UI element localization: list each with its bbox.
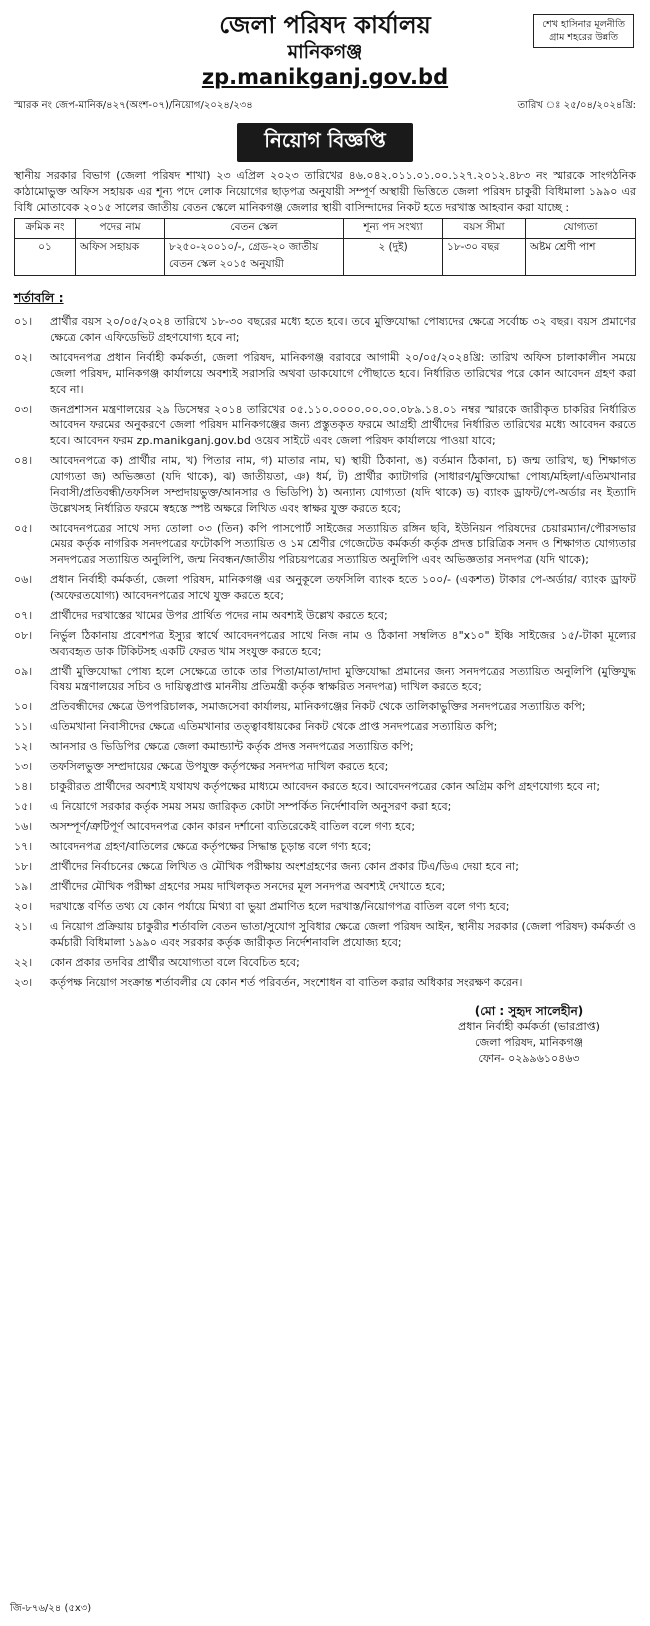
condition-text: কোন প্রকার তদবির প্রার্থীর অযোগ্যতা বলে বিবেচিত হবে; <box>50 956 300 970</box>
condition-text: প্রার্থীদের নির্বাচনের ক্ষেত্রে লিখিত ও মৌখিক পরীক্ষায় অংশগ্রহণের জন্য কোন প্রকার টিএ/ডিএ দেয়া হবে না; <box>50 860 519 874</box>
col-vacancy: শূন্য পদ সংখ্যা <box>344 219 443 239</box>
table-header-row <box>15 219 636 239</box>
condition-item <box>14 739 636 755</box>
condition-number: ০৯। <box>14 664 33 678</box>
signatory-office: জেলা পরিষদ, মানিকগঞ্জ <box>474 1035 583 1049</box>
condition-item <box>14 899 636 915</box>
signature-block <box>414 1003 644 1067</box>
condition-item <box>14 628 636 660</box>
condition-text: আনসার ও ভিডিপির ক্ষেত্রে জেলা কমান্ড্যান্ট কর্তৃক প্রদত্ত সনদপত্রের সত্যায়িত কপি; <box>50 740 414 754</box>
condition-item <box>14 350 636 397</box>
conditions-list <box>14 314 636 991</box>
website-link[interactable]: zp.manikganj.gov.bd <box>201 65 449 89</box>
condition-item <box>14 664 636 696</box>
condition-number: ১৭। <box>14 840 33 854</box>
condition-text: প্রার্থীর বয়স ২০/০৫/২০২৪ তারিখে ১৮-৩০ বছরের মধ্যে হতে হবে। তবে মুক্তিযোদ্ধা পোষ্যদের ক্ষেত্রে সর্বোচ্চ ৩২ বছর। বয়স প্রমাণের ক্ষেত্রে কোন এফিডেভিট গ্রহণযোগ্য হবে না; <box>50 315 636 344</box>
terms-title: শর্তাবলি : <box>14 290 64 305</box>
notice-title: নিয়োগ বিজ্ঞপ্তি <box>237 123 413 162</box>
condition-item <box>14 819 636 835</box>
condition-item <box>14 975 636 991</box>
condition-item <box>14 608 636 624</box>
condition-item <box>14 521 636 568</box>
slogan-line-2: গ্রাম শহরের উন্নতি <box>549 32 618 43</box>
condition-item <box>14 799 636 815</box>
signatory-name: (মো : সুহৃদ সালেহীন) <box>474 1003 584 1018</box>
district-name: মানিকগঞ্জ <box>287 41 363 63</box>
condition-text: প্রার্থীদের দরখাস্তের খামের উপর প্রার্থিত পদের নাম অবশ্যই উল্লেখ করতে হবে; <box>50 608 388 622</box>
post-table <box>14 218 636 276</box>
condition-text: দরখাস্তে বর্ণিত তথ্য যে কোন পর্যায়ে মিথ্যা বা ভুয়া প্রমাণিত হলে দরখাস্ত/নিয়োগপত্র বাতিল বলে গণ্য হবে; <box>50 900 510 914</box>
condition-number: ১৮। <box>14 860 33 874</box>
condition-text: এ নিয়োগে সরকার কর্তৃক সময় সময় জারিকৃত কোটা সম্পর্কিত নির্দেশাবলি অনুসরণ করা হবে; <box>50 800 452 814</box>
condition-number: ০৪। <box>14 454 33 468</box>
condition-text: জনপ্রশাসন মন্ত্রণালয়ের ২৯ ডিসেম্বর ২০১৪ তারিখের ০৫.১১০.০০০০.০০.০০.০৮৯.১৪.০১ নম্বর স্মারকে জারীকৃত চাকরির নির্ধারিত আবেদন ফরমের অনুকরণে জেলা পরিষদ মানিকগঞ্জের জন্য প্রস্তুতকৃত ফরমে আগ্রহী প্রার্থীদের নির্ধারিত তারিখের মধ্যে আবেদন করতে হবে। আবেদন ফরম zp.manikganj.gov.bd ওয়েব সাইটে এবং জেলা পরিষদ কার্যালয়ে পাওয়া যাবে; <box>50 402 636 448</box>
condition-text: তফসিলভুক্ত সম্প্রদায়ের ক্ষেত্রে উপযুক্ত কর্তৃপক্ষের সনদপত্র দাখিল করতে হবে; <box>50 760 389 774</box>
col-age: বয়স সীমা <box>443 219 526 239</box>
footer-code: জি-৮৭৬/২৪ (৫x৩) <box>10 1603 92 1614</box>
condition-text: প্রার্থীদের মৌখিক পরীক্ষা গ্রহণের সময় দাখিলকৃত সনদের মূল সনদপত্র অবশ্যই দেখাতে হবে; <box>50 880 446 894</box>
condition-number: ১৫। <box>14 800 33 814</box>
condition-text: এ নিয়োগ প্রক্রিয়ায় চাকুরীর শর্তাবলি বেতন ভাতা/সুযোগ সুবিধার ক্ষেত্রে জেলা পরিষদ আইন, স্থানীয় সরকার (জেলা পরিষদ) কর্মকর্তা ও কর্মচারী বিধিমালা ১৯৯০ এবং সরকার কর্তৃক জারীকৃত নির্দেশনাবলি প্রযোজ্য হবে; <box>50 920 636 950</box>
condition-text: প্রতিবন্ধীদের ক্ষেত্রে উপপরিচালক, সমাজসেবা কার্যালয়, মানিকগঞ্জের নিকট থেকে তালিকাভুক্তির সনদপত্রের সত্যায়িত কপি; <box>50 700 586 714</box>
office-title: জেলা পরিষদ কার্যালয় <box>219 11 431 39</box>
condition-number: ১২। <box>14 740 33 754</box>
col-scale: বেতন স্কেল <box>165 219 344 239</box>
condition-item <box>14 402 636 449</box>
condition-text: কর্তৃপক্ষ নিয়োগ সংক্রান্ত শর্তাবলীর যে কোন শর্ত পরিবর্তন, সংশোধন বা বাতিল করার অধিকার সংরক্ষণ করেন। <box>50 976 523 989</box>
condition-text: প্রধান নির্বাহী কর্মকর্তা, জেলা পরিষদ, মানিকগঞ্জ এর অনুকূলে তফসিলি ব্যাংক হতে ১০০/- (একশত) টাকার পে-অর্ডার/ ব্যাংক ড্রাফট (অফেরতযোগ্য) আবেদনপত্রের সাথে যুক্ত করতে হবে; <box>50 573 636 602</box>
condition-item <box>14 719 636 735</box>
condition-item <box>14 572 636 604</box>
cell-vacancy: ২ (দুই) <box>344 239 443 276</box>
condition-number: ২১। <box>14 920 33 934</box>
condition-text: আবেদনপত্রে ক) প্রার্থীর নাম, খ) পিতার নাম, গ) মাতার নাম, ঘ) স্থায়ী ঠিকানা, ঙ) বর্তমান ঠিকানা, চ) জন্ম তারিখ, ছ) শিক্ষাগত যোগ্যতা জ) অভিজ্ঞতা (যদি থাকে), ঝ) জাতীয়তা, ঞ) ধর্ম, ট) প্রার্থীর ক্যাটাগরি (সাধারণ/মুক্তিযোদ্ধা পোষ্য/মহিলা/এতিমখানার নিবাসী/প্রতিবন্ধী/তফসিল সম্প্রদায়ভুক্ত/আনসার ও ভিডিপি) ঠ) অন্যান্য যোগ্যতা (যদি থাকে) ড) ব্যাংক ড্রাফট/পে-অর্ডার নং ইত্যাদি উল্লেখসহ নির্ধারিত ফরমে স্বহস্তে স্পষ্ট অক্ষরে লিখিত এবং স্বাক্ষর যুক্ত করতে হবে; <box>50 454 636 515</box>
signatory-designation: প্রধান নির্বাহী কর্মকর্তা (ভারপ্রাপ্ত) <box>458 1019 600 1033</box>
condition-number: ০৭। <box>14 608 33 622</box>
condition-item <box>14 859 636 875</box>
condition-number: ০২। <box>14 350 33 364</box>
condition-item <box>14 453 636 516</box>
condition-item <box>14 314 636 346</box>
condition-text: প্রার্থী মুক্তিযোদ্ধা পোষ্য হলে সেক্ষেত্রে তাকে তার পিতা/মাতা/দাদা মুক্তিযোদ্ধা প্রমানের জন্য সনদপত্রের সত্যায়িত অনুলিপি (মুক্তিযুদ্ধ বিষয় মন্ত্রণালয়ের সচিব ও দায়িত্বপ্রাপ্ত মাননীয় প্রতিমন্ত্রী কর্তৃক স্বাক্ষরিত সনদপত্র) দাখিল করতে হবে; <box>50 664 636 694</box>
condition-number: ০৩। <box>14 402 33 416</box>
condition-number: ২২। <box>14 956 33 970</box>
condition-number: ০৬। <box>14 573 33 587</box>
condition-text: আবেদনপত্র প্রধান নির্বাহী কর্মকর্তা, জেলা পরিষদ, মানিকগঞ্জ বরাবরে আগামী ২০/০৫/২০২৪খ্রি: তারিখ অফিস চালাকালীন সময়ে জেলা পরিষদ, মানিকগঞ্জ কার্যালয়ে অবশ্যই সরাসরি অথবা ডাকযোগে পৌছাতে হবে। নির্ধারিত তারিখের পরে কোন আবেদন গ্রহণ করা হবে না। <box>50 350 636 396</box>
col-post: পদের নাম <box>76 219 165 239</box>
condition-text: চাকুরীরত প্রার্থীদের অবশ্যই যথাযথ কর্তৃপক্ষের মাধ্যমে আবেদন করতে হবে। আবেদনপত্রের কোন অগ্রিম কপি গ্রহণযোগ্য হবে না; <box>50 780 601 794</box>
cell-serial: ০১ <box>15 239 76 276</box>
condition-number: ০৫। <box>14 521 33 535</box>
condition-number: ১১। <box>14 720 33 734</box>
condition-item <box>14 759 636 775</box>
cell-scale: ৮২৫০-২০০১০/-, গ্রেড-২০ জাতীয় বেতন স্কেল ২০১৫ অনুযায়ী <box>165 239 344 276</box>
condition-item <box>14 879 636 895</box>
condition-number: ১৬। <box>14 820 33 834</box>
condition-item <box>14 699 636 715</box>
condition-text: অসম্পূর্ণ/ত্রুটিপূর্ণ আবেদনপত্র কোন কারন দর্শানো ব্যতিরেকেই বাতিল বলে গণ্য হবে; <box>50 820 416 834</box>
slogan-line-1: শেখ হাসিনার মূলনীতি <box>542 19 625 30</box>
signatory-phone: ফোন- ০২৯৯৬১০৪৬৩ <box>478 1051 580 1065</box>
table-row <box>15 239 636 276</box>
condition-text: নির্ভুল ঠিকানায় প্রবেশপত্র ইস্যুর স্বার্থে আবেদনপত্রের সাথে নিজ নাম ও ঠিকানা সম্বলিত ৪"x১০" ইঞ্চি সাইজের ১৫/-টাকা মূল্যের অব্যবহৃত ডাক টিকিটসহ একটি ফেরত খাম সংযুক্ত করতে হবে; <box>50 628 636 658</box>
intro-paragraph: স্থানীয় সরকার বিভাগ (জেলা পরিষদ শাখা) ২৩ এপ্রিল ২০২৩ তারিখের ৪৬.০৪২.০১১.০১.০০.১২৭.২০১২.৪৮৩ নং স্মারকে সাংগঠনিক কাঠামোভুক্ত অফিস সহায়ক এর শূন্য পদে লোক নিয়োগের ছাড়পত্র অনুযায়ী সম্পূর্ণ অস্থায়ী ভিত্তিতে জেলা পরিষদ চাকুরী বিধিমালা ১৯৯০ এর বিধি মোতাবেক ২০১৫ সালের জাতীয় বেতন স্কেলে মানিকগঞ্জ জেলার স্থায়ী বাসিন্দাদের নিকট হতে দরখাস্ত আহবান করা যাচ্ছে : <box>14 169 636 214</box>
condition-text: আবেদনপত্রের সাথে সদ্য তোলা ০৩ (তিন) কপি পাসপোর্ট সাইজের সত্যায়িত রঙ্গিন ছবি, ইউনিয়ন পরিষদের চেয়ারম্যান/পৌরসভার মেয়র কর্তৃক নাগরিক সনদপত্রের ফটোকপি সত্যায়িত ও ১ম শ্রেণীর গেজেটেড কর্মকর্তা কর্তৃক প্রদত্ত চারিত্রিক সনদ ও শিক্ষাগত যোগ্যতার সনদপত্রের সত্যায়িত অনুলিপি, জন্ম নিবন্ধন/জাতীয় পরিচয়পত্রের সত্যায়িত অনুলিপি এবং অভিজ্ঞতার সনদপত্র (যদি থাকে); <box>50 521 636 567</box>
condition-number: ১৯। <box>14 880 33 894</box>
condition-text: আবেদনপত্র গ্রহণ/বাতিলের ক্ষেত্রে কর্তৃপক্ষের সিদ্ধান্ত চূড়ান্ত বলে গণ্য হবে; <box>50 840 372 854</box>
condition-number: ১৪। <box>14 780 33 794</box>
col-qualification: যোগ্যতা <box>526 219 636 239</box>
condition-text: এতিমখানা নিবাসীদের ক্ষেত্রে এতিমখানার তত্ত্বাবধায়কের নিকট থেকে প্রাপ্ত সনদপত্রের সত্যায়িত কপি; <box>50 720 498 734</box>
col-serial: ক্রমিক নং <box>15 219 76 239</box>
condition-item <box>14 955 636 971</box>
condition-number: ০৮। <box>14 628 33 642</box>
cell-qualification: অষ্টম শ্রেণী পাশ <box>526 239 636 276</box>
condition-number: ২০। <box>14 900 33 914</box>
cell-post: অফিস সহায়ক <box>76 239 165 276</box>
memo-line <box>14 98 636 115</box>
slogan-box <box>533 14 634 48</box>
memo-date: তারিখ ঃ ২৫/০৪/২০২৪খ্রি: <box>517 100 636 111</box>
condition-number: ২৩। <box>14 976 33 989</box>
condition-item <box>14 779 636 795</box>
condition-number: ০১। <box>14 315 33 329</box>
memo-number: স্মারক নং জেপ-মানিক/৪২৭(অংশ-০৭)/নিয়োগ/২০২৪/২৩৪ <box>14 100 253 111</box>
condition-item <box>14 839 636 855</box>
condition-number: ১৩। <box>14 760 33 774</box>
condition-item <box>14 919 636 951</box>
condition-number: ১০। <box>14 700 33 714</box>
cell-age: ১৮-৩০ বছর <box>443 239 526 276</box>
